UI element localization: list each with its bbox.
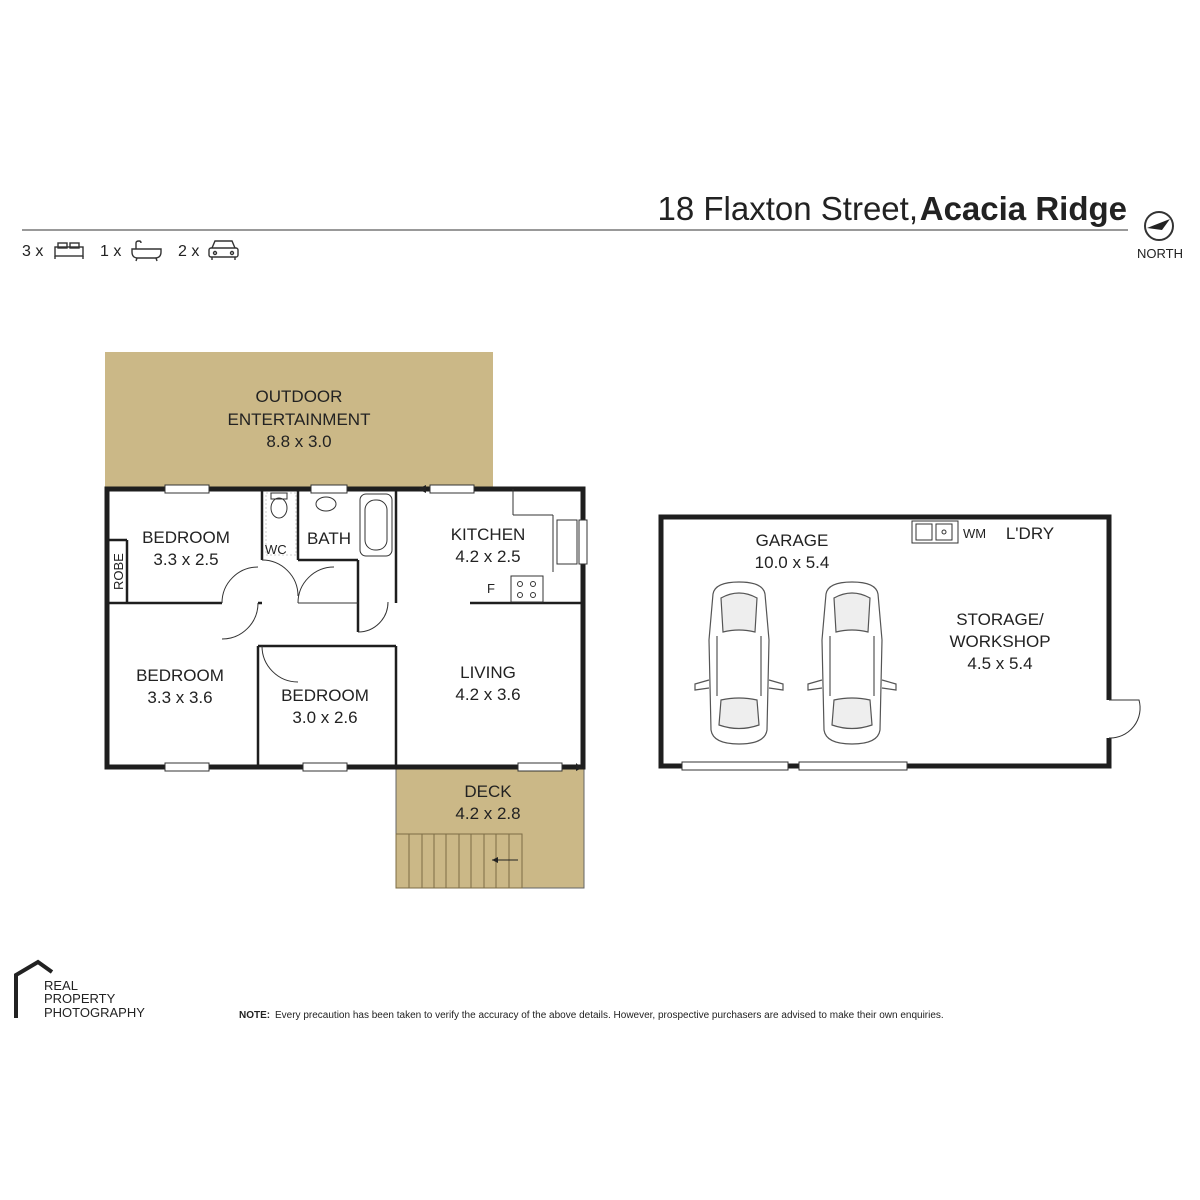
house-plan [105,352,587,888]
laundry-label: L'DRY [1005,524,1055,543]
car-icon [209,241,238,260]
brand-line-1: REAL [44,978,78,993]
bedroom3-label: BEDROOM [281,686,369,705]
north-label: NORTH [1137,246,1183,261]
wc-label: WC [265,542,287,557]
car-icon [808,582,896,744]
deck-stairs [396,834,522,888]
bedroom1-dims: 3.3 x 2.5 [153,550,219,569]
bedrooms-count: 3 x [22,243,44,260]
bath-label: BATH [306,529,352,548]
wm-label: WM [963,526,987,541]
garage-door-2 [799,762,907,770]
outdoor-label-1: OUTDOOR [255,387,343,406]
note-label: NOTE: [239,1010,271,1021]
kitchen-dims: 4.2 x 2.5 [455,547,521,566]
outdoor-dims: 8.8 x 3.0 [266,432,332,451]
living-label: LIVING [460,663,516,682]
kitchen-label: KITCHEN [450,525,526,544]
bath-icon [132,241,161,261]
address-suburb: Acacia Ridge [919,190,1127,227]
cooktop-icon [511,576,543,602]
footer [16,962,944,1021]
bathrooms-count: 1 x [100,243,122,260]
kitchen-sink-icon [557,520,577,564]
garage-label: GARAGE [755,531,829,550]
robe-label: ROBE [111,553,126,590]
doors [222,485,582,771]
fridge-label: F [487,581,495,596]
compass-icon [1145,212,1173,240]
storage-label-1: STORAGE/ [956,610,1044,629]
address-street: 18 Flaxton Street, [657,190,918,227]
bedroom1-label: BEDROOM [142,528,230,547]
laundry-tub-icon [912,521,958,543]
carspaces-count: 2 x [178,243,200,260]
brand-line-2: PROPERTY [44,991,116,1006]
bedroom2-label: BEDROOM [136,666,224,685]
bed-icon [55,243,83,259]
garage-plan [661,517,1140,770]
side-door [1109,700,1140,738]
storage-label-2: WORKSHOP [949,632,1051,651]
basin-icon [316,497,336,511]
deck-dims: 4.2 x 2.8 [455,804,521,823]
brand-line-3: PHOTOGRAPHY [44,1005,145,1020]
note-text: Every precaution has been taken to verify the accuracy of the above details. However, prospective purchasers are advised to make their own enquiries. [275,1010,944,1021]
garage-dims: 10.0 x 5.4 [754,553,830,572]
toilet-icon [271,498,287,518]
car-icon [695,582,783,744]
bedroom2-dims: 3.3 x 3.6 [147,688,213,707]
living-dims: 4.2 x 3.6 [455,685,521,704]
storage-dims: 4.5 x 5.4 [967,654,1033,673]
garage-door-1 [682,762,788,770]
header [22,190,1183,261]
deck-label: DECK [464,782,512,801]
bedroom3-dims: 3.0 x 2.6 [292,708,358,727]
outdoor-label-2: ENTERTAINMENT [227,410,371,429]
